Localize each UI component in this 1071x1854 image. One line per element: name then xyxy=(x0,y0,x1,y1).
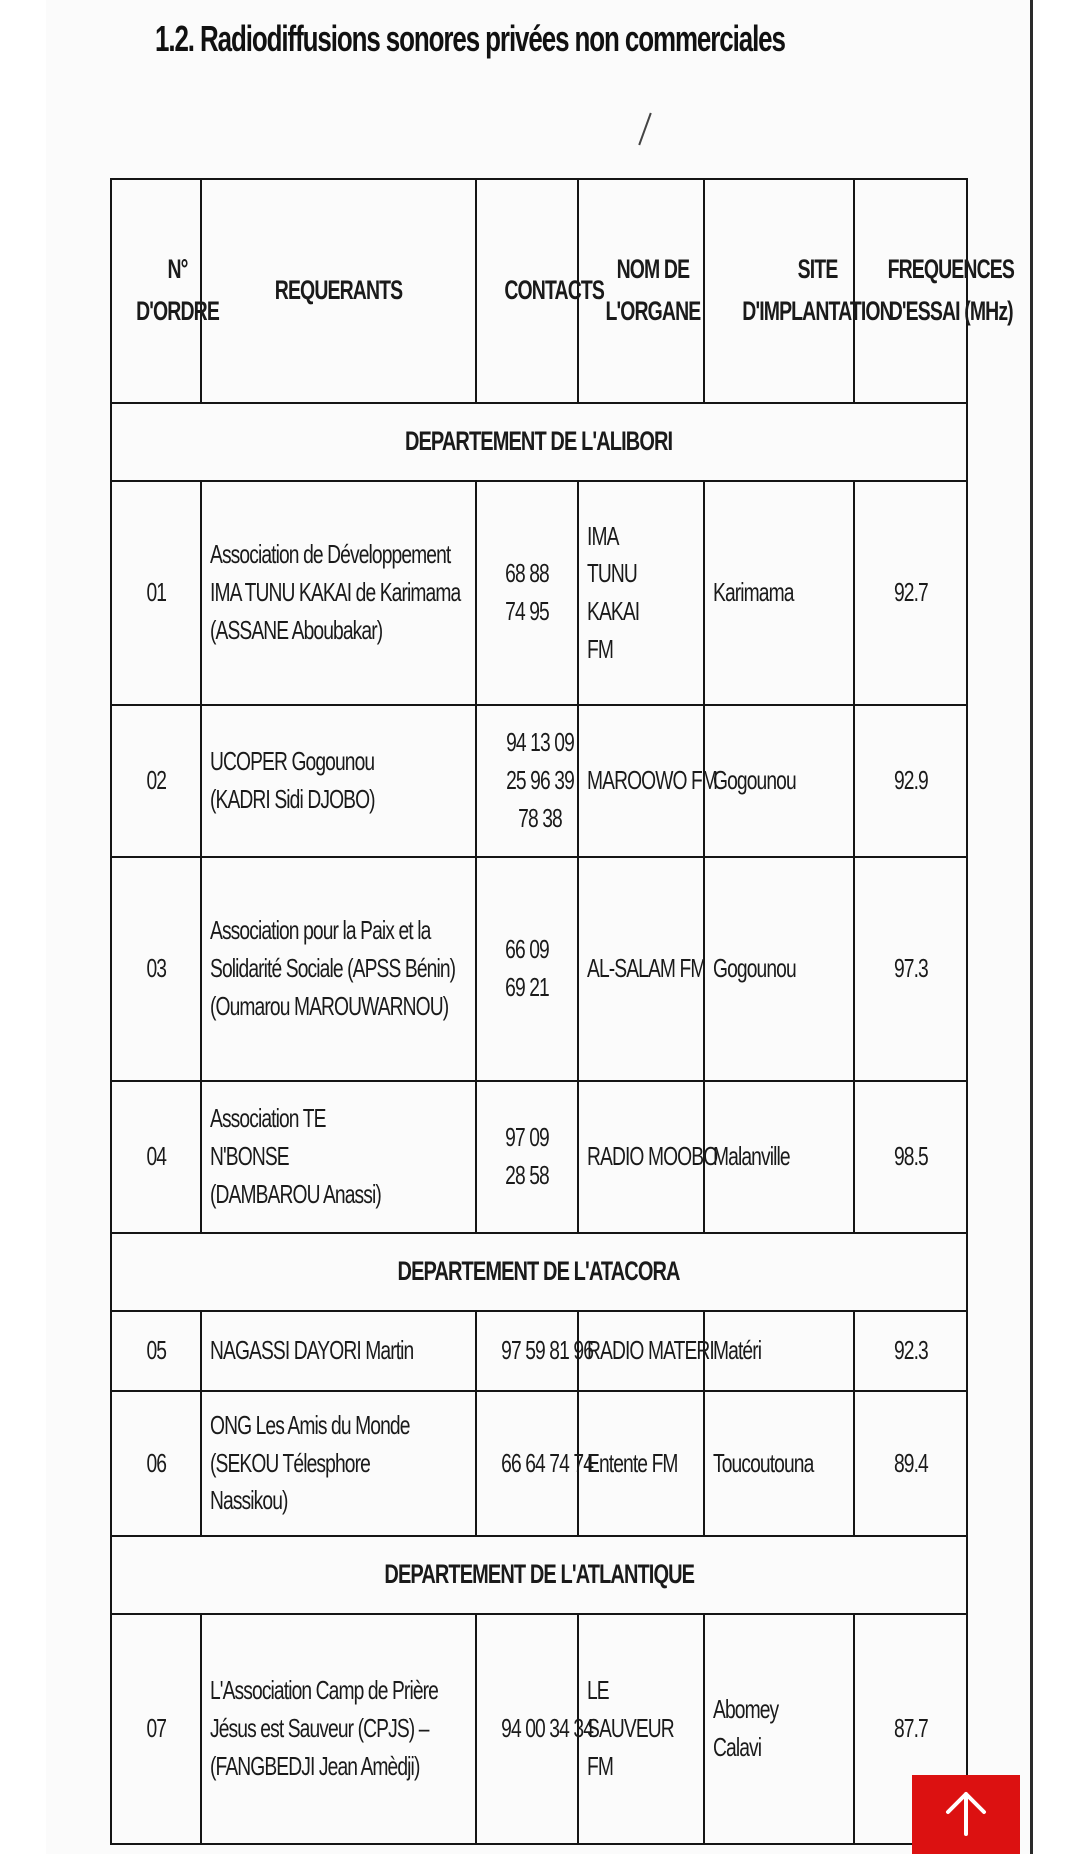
row-contacts: 66 09 69 21 xyxy=(505,934,549,1002)
table-row xyxy=(111,857,967,1081)
row-order: 05 xyxy=(146,1335,166,1366)
row-contacts: 68 88 74 95 xyxy=(505,558,549,626)
table-row xyxy=(111,705,967,857)
row-frequency: 92.7 xyxy=(893,577,928,608)
table-row xyxy=(111,1391,967,1536)
row-applicant: Association TE N'BONSE (DAMBAROU Anassi) xyxy=(210,1103,381,1209)
row-applicant: ONG Les Amis du Monde (SEKOU Télesphore Nassikou) xyxy=(210,1409,410,1516)
header-frequency: FREQUENCES D'ESSAI (MHz) xyxy=(854,179,967,403)
row-frequency: 92.9 xyxy=(893,765,928,796)
row-order: 01 xyxy=(146,577,166,608)
section-title: 1.2. Radiodiffusions sonores privées non commerciales xyxy=(155,18,785,59)
header-order: N° D'ORDRE xyxy=(111,179,201,403)
header-organ: NOM DE L'ORGANE xyxy=(578,179,704,403)
row-organ: MAROOWO FM xyxy=(587,765,718,796)
table-row xyxy=(111,1081,967,1233)
header-site: SITE D'IMPLANTATION xyxy=(704,179,854,403)
row-site: Karimama xyxy=(713,577,794,608)
row-applicant: UCOPER Gogounou (KADRI Sidi DJOBO) xyxy=(210,746,375,814)
radio-table xyxy=(110,178,1014,1845)
row-order: 04 xyxy=(146,1141,166,1172)
row-applicant: Association pour la Paix et la Solidarité Sociale (APSS Bénin) (Oumarou MAROUWARNOU) xyxy=(210,915,456,1021)
row-frequency: 87.7 xyxy=(893,1713,928,1744)
row-contacts: 94 13 09 25 96 39 78 38 xyxy=(506,727,574,833)
row-site: Malanville xyxy=(713,1141,790,1172)
row-order: 02 xyxy=(146,765,166,796)
row-applicant: Association de Développement IMA TUNU KAKAI de Karimama (ASSANE Aboubakar) xyxy=(210,539,461,645)
row-contacts: 94 00 34 34 xyxy=(501,1713,594,1744)
department-row xyxy=(111,1233,967,1311)
department-label: DEPARTEMENT DE L'ATACORA xyxy=(397,1256,681,1287)
row-organ: AL-SALAM FM xyxy=(587,953,706,984)
table-row xyxy=(111,1311,967,1391)
row-applicant: L'Association Camp de Prière Jésus est Sauveur (CPJS) – (FANGBEDJI Jean Amèdji) xyxy=(210,1675,438,1781)
row-organ: LE SAUVEUR FM xyxy=(587,1675,674,1781)
table-row xyxy=(111,1614,967,1844)
row-organ: Entente FM xyxy=(587,1447,678,1478)
row-site: Abomey Calavi xyxy=(713,1694,779,1762)
table-row xyxy=(111,481,967,705)
row-frequency: 98.5 xyxy=(893,1141,928,1172)
row-frequency: 97.3 xyxy=(893,953,928,984)
row-order: 07 xyxy=(146,1713,166,1744)
row-site: Gogounou xyxy=(713,953,796,984)
department-row xyxy=(111,403,967,481)
row-contacts: 66 64 74 74 xyxy=(501,1447,594,1478)
department-row xyxy=(111,1536,967,1614)
page-edge xyxy=(1030,0,1033,1854)
row-order: 03 xyxy=(146,953,166,984)
department-label: DEPARTEMENT DE L'ALIBORI xyxy=(405,426,673,457)
row-frequency: 92.3 xyxy=(893,1335,928,1366)
scroll-top-button[interactable] xyxy=(912,1775,1020,1854)
row-organ: RADIO MOOBO xyxy=(587,1141,718,1172)
table-header-row xyxy=(111,179,967,403)
row-contacts: 97 09 28 58 xyxy=(505,1122,549,1190)
row-organ: RADIO MATERI xyxy=(587,1335,714,1366)
department-label: DEPARTEMENT DE L'ATLANTIQUE xyxy=(384,1559,694,1590)
row-order: 06 xyxy=(146,1447,166,1478)
arrow-up-icon xyxy=(938,1788,994,1841)
row-organ: IMA TUNU KAKAI FM xyxy=(587,520,640,664)
row-site: Toucoutouna xyxy=(713,1447,814,1478)
row-site: Matéri xyxy=(713,1335,762,1366)
row-contacts: 97 59 81 96 xyxy=(501,1335,594,1366)
row-frequency: 89.4 xyxy=(893,1447,928,1478)
row-site: Gogounou xyxy=(713,765,796,796)
row-applicant: NAGASSI DAYORI Martin xyxy=(210,1335,414,1366)
header-applicants: REQUERANTS xyxy=(201,179,476,403)
header-contacts: CONTACTS xyxy=(476,179,578,403)
